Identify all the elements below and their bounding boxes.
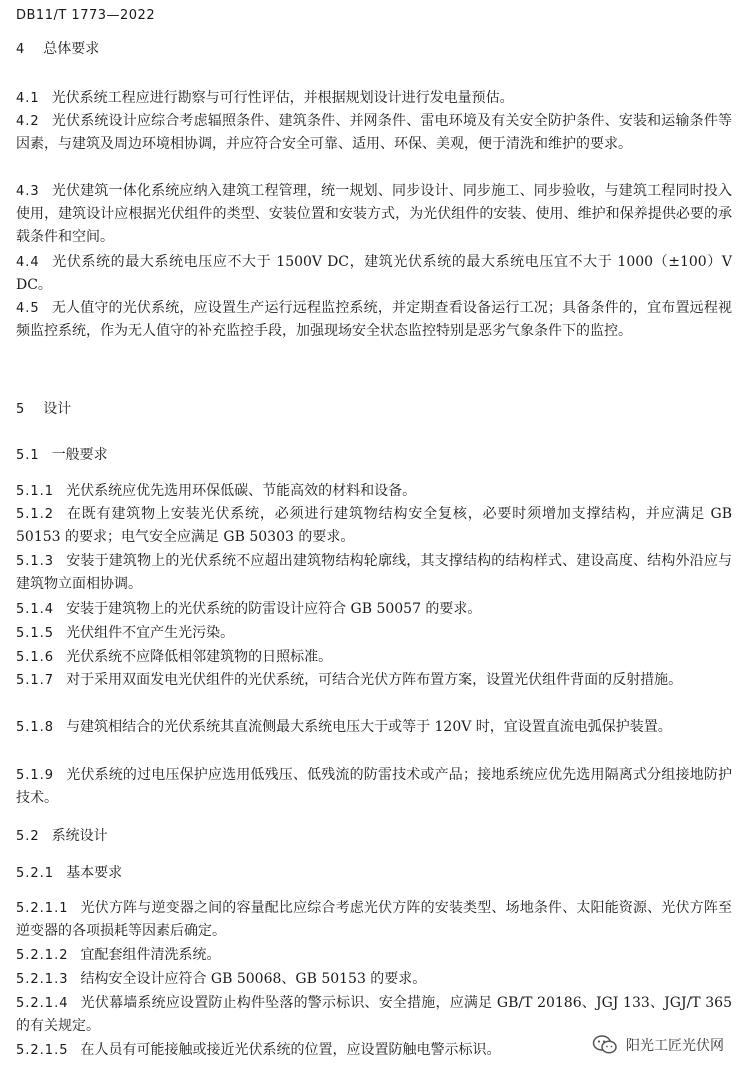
clause-5-1-6: 5.1.6 光伏系统不应降低相邻建筑物的日照标准。 [16,649,333,665]
section-5-2-1-heading: 5.2.1 基本要求 [16,865,123,881]
clause-4-4: 4.4 光伏系统的最大系统电压应不大于 1500V DC，建筑光伏系统的最大系统电压宜不大于 1000（±100）V DC。 [16,254,732,293]
document-code: DB11/T 1773—2022 [16,8,156,23]
section-5-1-heading: 5.1 一般要求 [16,447,108,463]
clause-4-1: 4.1 光伏系统工程应进行勘察与可行性评估，并根据规划设计进行发电量预估。 [16,90,514,106]
clause-5-1-9: 5.1.9 光伏系统的过电压保护应选用低残压、低残流的防雷技术或产品；接地系统应优先选用隔离式分组接地防护技术。 [16,767,732,806]
clause-5-1-4: 5.1.4 安装于建筑物上的光伏系统的防雷设计应符合 GB 50057 的要求。 [16,601,482,617]
section-5-2-heading: 5.2 系统设计 [16,828,108,844]
wechat-icon [592,1034,618,1056]
clause-5-1-2: 5.1.2 在既有建筑物上安装光伏系统，必须进行建筑物结构安全复核，必要时须增加支撑结构，并应满足 GB 50153 的要求；电气安全应满足 GB 50303 的要求。 [16,506,732,545]
section-5-heading: 5 设计 [16,401,72,417]
clause-5-1-3: 5.1.3 安装于建筑物上的光伏系统不应超出建筑物结构轮廓线，其支撑结构的结构样式、建设高度、结构外沿应与建筑物立面相协调。 [16,553,732,592]
clause-5-1-8: 5.1.8 与建筑相结合的光伏系统其直流侧最大系统电压大于或等于 120V 时，宜设置直流电弧保护装置。 [16,719,672,735]
clause-5-2-1-5: 5.2.1.5 在人员有可能接触或接近光伏系统的位置，应设置防触电警示标识。 [16,1042,501,1058]
clause-5-1-5: 5.1.5 光伏组件不宜产生光污染。 [16,625,235,641]
clause-4-2: 4.2 光伏系统设计应综合考虑辐照条件、建筑条件、并网条件、雷电环境及有关安全防护条件、安装和运输条件等因素，与建筑及周边环境相协调，并应符合安全可靠、适用、环保、美观，便于清洗和维护的要求。 [16,113,732,152]
clause-5-1-1: 5.1.1 光伏系统应优先选用环保低碳、节能高效的材料和设备。 [16,483,417,499]
clause-5-2-1-2: 5.2.1.2 宜配套组件清洗系统。 [16,947,221,963]
watermark-text: 阳光工匠光伏网 [626,1038,724,1054]
clause-4-5: 4.5 无人值守的光伏系统，应设置生产运行远程监控系统，并定期查看设备运行工况；具备条件的，宜布置远程视频监控系统，作为无人值守的补充监控手段，加强现场安全状态监控特别是恶劣气象条件下的监控。 [16,300,732,339]
clause-5-2-1-4: 5.2.1.4 光伏幕墙系统应设置防止构件坠落的警示标识、安全措施，应满足 GB/T 20186、JGJ 133、JGJ/T 365 的有关规定。 [16,995,732,1034]
section-4-heading: 4 总体要求 [16,41,100,57]
clause-5-1-7: 5.1.7 对于采用双面发电光伏组件的光伏系统，可结合光伏方阵布置方案，设置光伏组件背面的反射措施。 [16,672,683,688]
watermark [590,1034,726,1056]
clause-4-3: 4.3 光伏建筑一体化系统应纳入建筑工程管理，统一规划、同步设计、同步施工、同步验收，与建筑工程同时投入使用，建筑设计应根据光伏组件的类型、安装位置和安装方式，为光伏组件的安装、使用、维护和保养提供必要的承载条件和空间。 [16,183,732,245]
clause-5-2-1-1: 5.2.1.1 光伏方阵与逆变器之间的容量配比应综合考虑光伏方阵的安装类型、场地条件、太阳能资源、光伏方阵至逆变器的各项损耗等因素后确定。 [16,900,732,939]
clause-5-2-1-3: 5.2.1.3 结构安全设计应符合 GB 50068、GB 50153 的要求。 [16,971,427,987]
